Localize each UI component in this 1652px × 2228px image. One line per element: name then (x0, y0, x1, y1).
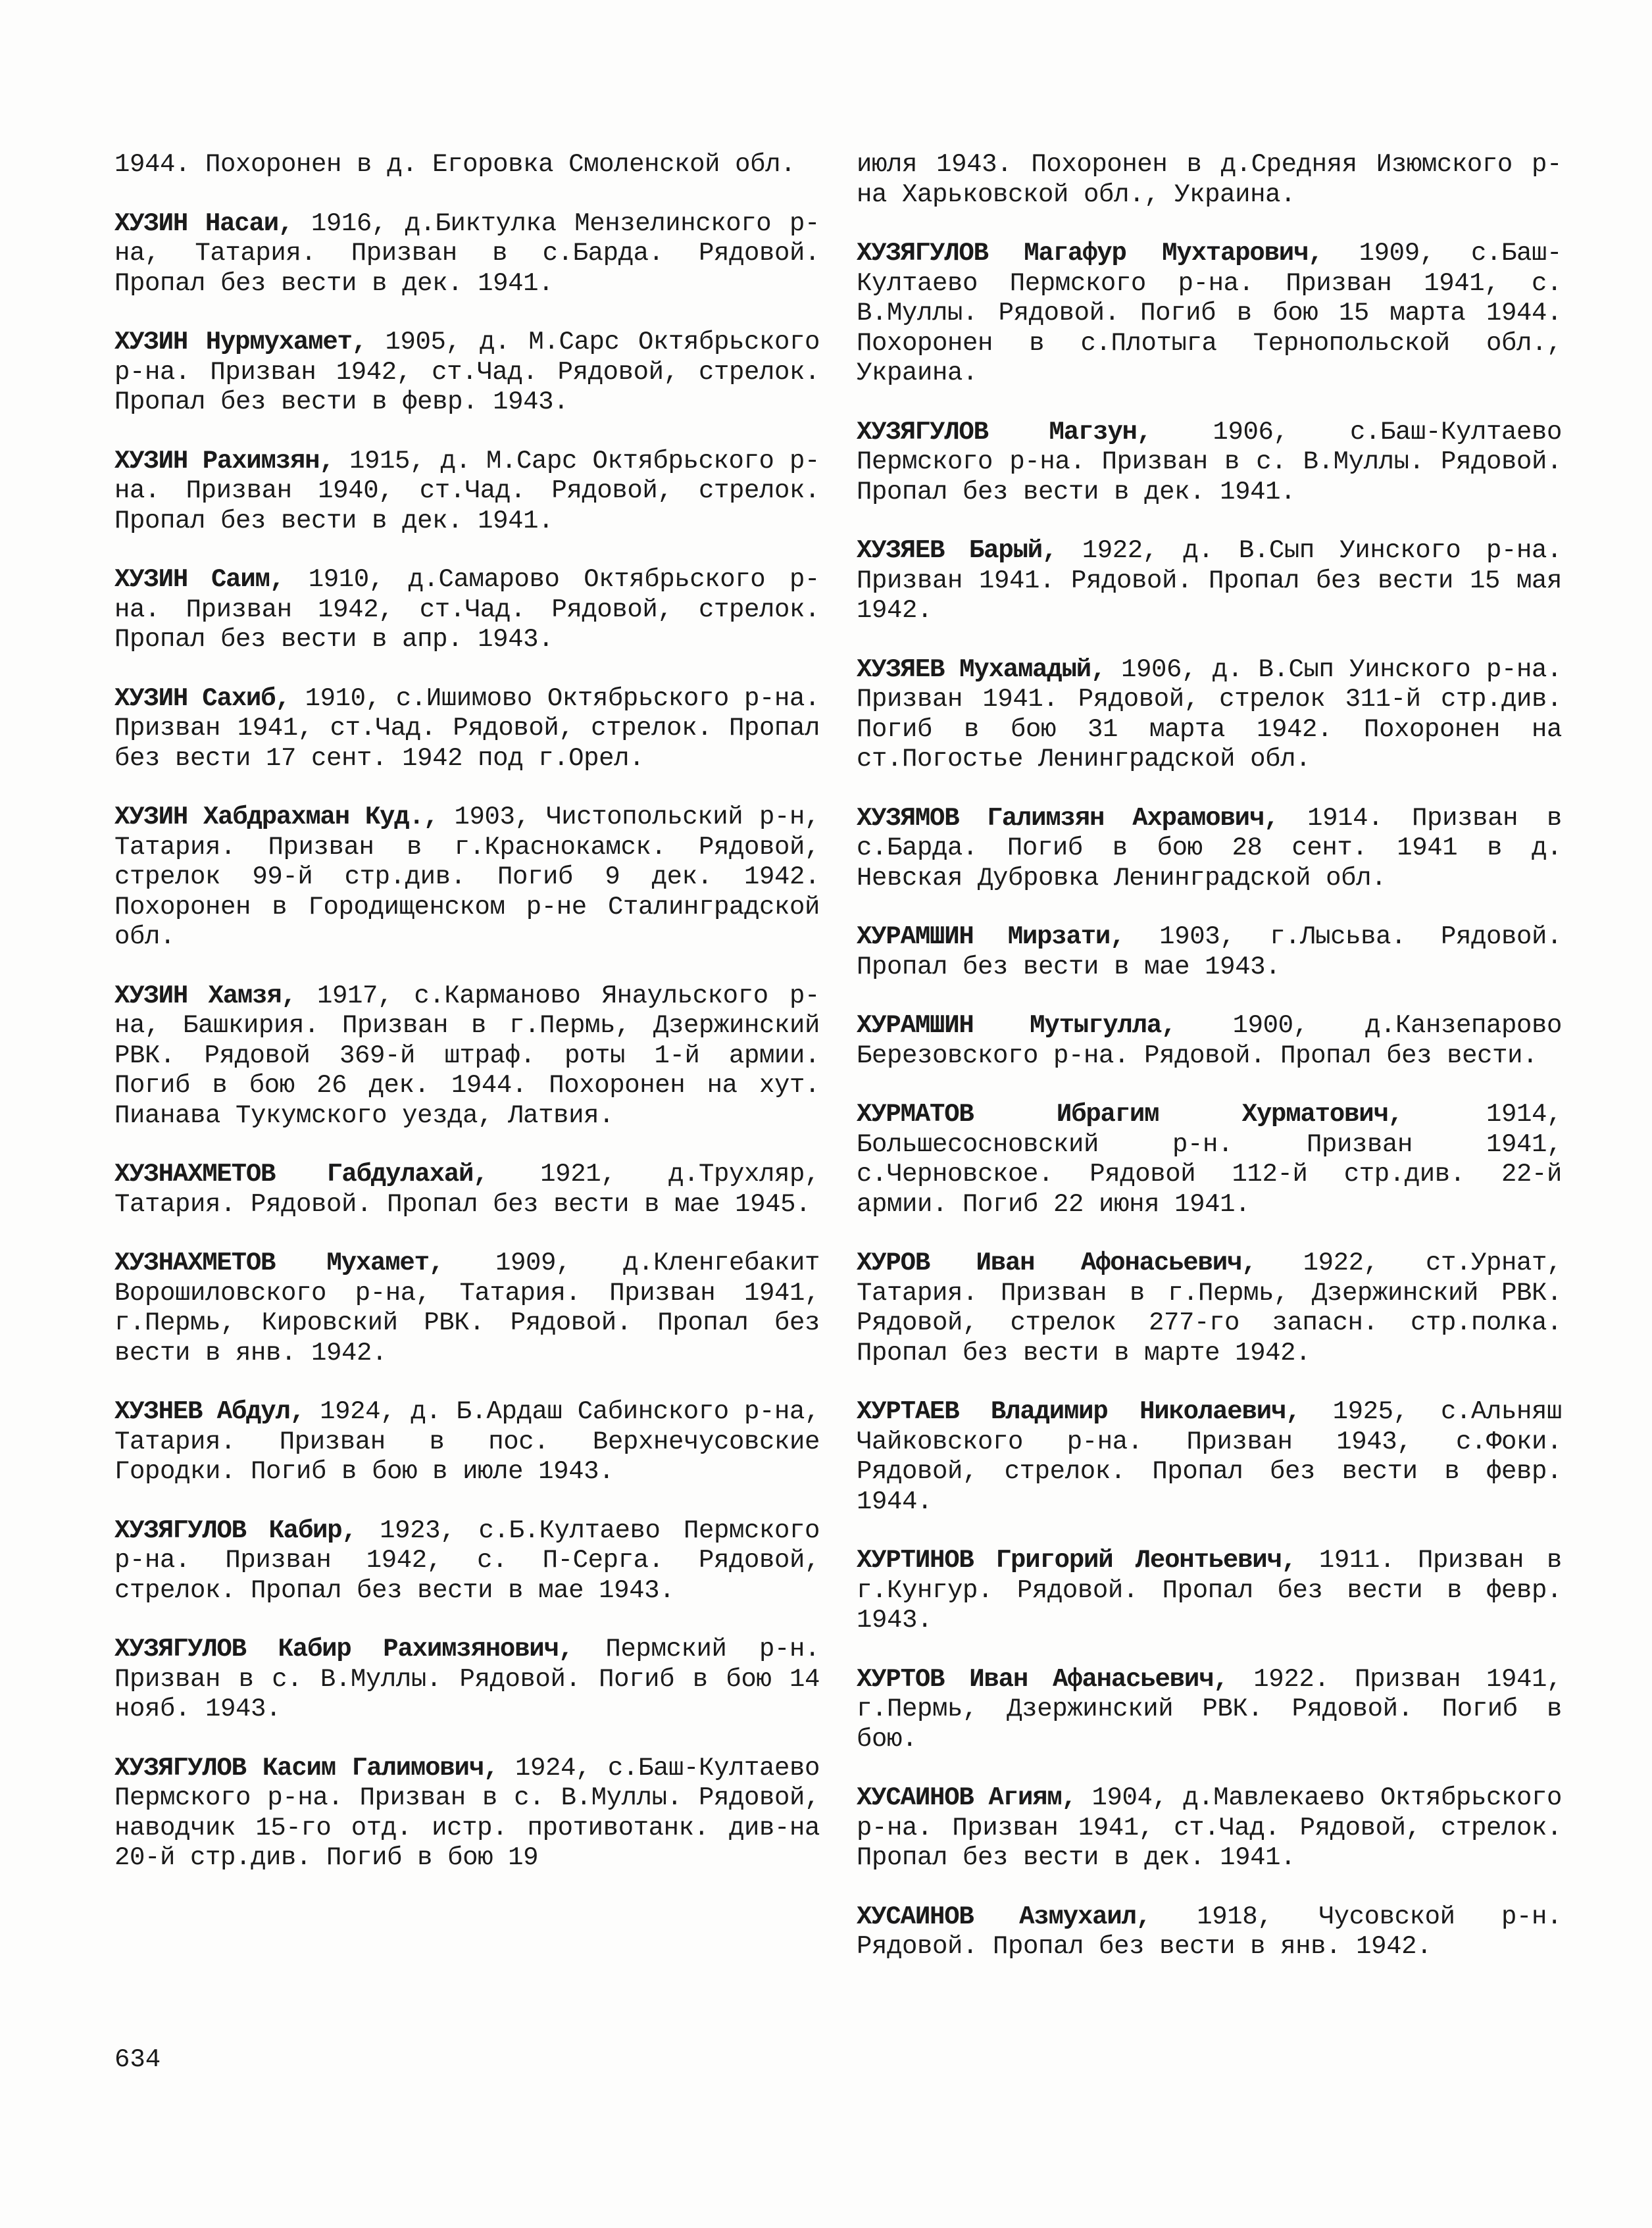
entry-text: 1911. Призван в г.Кунгур. Рядовой. Пропал без вести в февр. 1943. (857, 1546, 1562, 1635)
list-item (114, 1516, 820, 1606)
list-item (857, 418, 1562, 508)
list-item (857, 1783, 1562, 1873)
list-item (857, 1011, 1562, 1071)
entry-name: ХУЗЯЕВ Мухамадый, (857, 655, 1106, 684)
list-item (857, 1397, 1562, 1517)
entry-text: 1906, с.Баш-Култаево Пермского р-на. Призван в с. В.Муллы. Рядовой. Пропал без вести в дек. 1941. (857, 417, 1562, 507)
entry-name: ХУСАИНОВ Азмухаил, (857, 1902, 1151, 1931)
entry-text: 1922, д. В.Сып Уинского р-на. Призван 1941. Рядовой. Пропал без вести 15 мая 1942. (857, 536, 1562, 625)
list-item (114, 1249, 820, 1368)
entry-name: ХУЗЯГУЛОВ Касим Галимович, (114, 1753, 499, 1783)
list-item (114, 447, 820, 537)
entry-name: ХУРТОВ Иван Афанасьевич, (857, 1664, 1228, 1694)
entry-name: ХУРТАЕВ Владимир Николаевич, (857, 1397, 1301, 1426)
entry-text: 1900, д.Канзепарово Березовского р-на. Рядовой. Пропал без вести. (857, 1011, 1563, 1070)
entry-name: ХУЗИН Рахимзян, (114, 446, 334, 476)
list-item (114, 981, 820, 1131)
page-number: 634 (114, 2045, 161, 2074)
list-item (857, 922, 1562, 982)
entry-text: 1921, д.Трухляр, Татария. Рядовой. Пропал без вести в мае 1945. (114, 1160, 820, 1219)
entry-text: 1923, с.Б.Култаево Пермского р-на. Призван 1942, с. П-Серга. Рядовой, стрелок. Пропал без вести в мае 1943. (114, 1516, 820, 1605)
continuation-text: июля 1943. Похоронен в д.Средняя Изюмского р-на Харьковской обл., Украина. (857, 150, 1562, 209)
entry-name: ХУЗЯГУЛОВ Кабир, (114, 1516, 357, 1545)
list-item (114, 1635, 820, 1725)
entry-name: ХУЗЯГУЛОВ Магзун, (857, 417, 1151, 447)
entry-name: ХУЗИН Хамзя, (114, 981, 296, 1010)
list-item (857, 1249, 1562, 1368)
entry-text: 1922. Призван 1941, г.Пермь, Дзержинский РВК. Рядовой. Погиб в бою. (857, 1664, 1562, 1754)
entry-name: ХУЗИН Сахиб, (114, 683, 290, 713)
list-item (857, 804, 1562, 894)
entry-text: 1914. Призван в с.Барда. Погиб в бою 28 сент. 1941 в д. Невская Дубровка Ленинградской обл. (857, 803, 1562, 893)
entry-text: 1910, с.Ишимово Октябрьского р-на. Призван 1941, ст.Чад. Рядовой, стрелок. Пропал без вести 17 сент. 1942 под г.Орел. (114, 683, 820, 773)
entry-name: ХУЗНЕВ Абдул, (114, 1397, 305, 1426)
list-item (857, 239, 1562, 389)
entry-name: ХУЗИН Хабдрахман Куд., (114, 803, 438, 831)
entry-text: 1914, Большесосновский р-н. Призван 1941, с.Черновское. Рядовой 112-й стр.див. 22-й армии. Погиб 22 июня 1941. (857, 1100, 1562, 1219)
list-item (857, 1546, 1562, 1636)
entry-text: 1922, ст.Урнат, Татария. Призван в г.Пермь, Дзержинский РВК. Рядовой, стрелок 277-го запасн. стр.полка. Пропал без вести в марте 1942. (857, 1249, 1562, 1368)
list-item (114, 684, 820, 774)
left-column (114, 150, 820, 1902)
entry-text: 1916, д.Биктулка Мензелинского р-на, Татария. Призван в с.Барда. Рядовой. Пропал без вести в дек. 1941. (114, 209, 820, 298)
entry-name: ХУСАИНОВ Агиям, (857, 1783, 1076, 1812)
continuation-text: 1944. Похоронен в д. Егоровка Смоленской обл. (114, 150, 796, 179)
list-item (114, 1397, 820, 1487)
entry-name: ХУРМАТОВ Ибрагим Хурматович, (857, 1100, 1403, 1129)
entry-name: ХУЗНАХМЕТОВ Мухамет, (114, 1249, 444, 1277)
entry-name: ХУЗЯГУЛОВ Кабир Рахимзянович, (114, 1635, 573, 1664)
entry-text: 1903, г.Лысьва. Рядовой. Пропал без вести в мае 1943. (857, 922, 1562, 981)
entry-text: 1918, Чусовской р-н. Рядовой. Пропал без вести в янв. 1942. (857, 1902, 1562, 1961)
entry-text: 1904, д.Мавлекаево Октябрьского р-на. Призван 1941, ст.Чад. Рядовой, стрелок. Пропал без вести в дек. 1941. (857, 1783, 1562, 1872)
entry-text: 1906, д. В.Сып Уинского р-на. Призван 1941. Рядовой, стрелок 311-й стр.див. Погиб в бою 31 марта 1942. Похоронен на ст.Погостье Ленинградской обл. (857, 655, 1562, 774)
entry-name: ХУЗИН Насаи, (114, 209, 293, 238)
entry-name: ХУРТИНОВ Григорий Леонтьевич, (857, 1546, 1296, 1575)
entry-name: ХУРАМШИН Мирзати, (857, 922, 1125, 951)
entry-text: Пермский р-н. Призван в с. В.Муллы. Рядовой. Погиб в бою 14 нояб. 1943. (114, 1635, 820, 1723)
entry-text: 1903, Чистопольский р-н, Татария. Призван в г.Краснокамск. Рядовой, стрелок 99-й стр.див. Погиб 9 дек. 1942. Похоронен в Городищенском р-не Сталинградской обл. (114, 803, 820, 951)
list-item (114, 565, 820, 655)
entry-name: ХУЗЯЕВ Барый, (857, 536, 1057, 565)
list-item (857, 536, 1562, 626)
list-item (114, 209, 820, 299)
entry-text: 1917, с.Карманово Янаульского р-на, Башкирия. Призван в г.Пермь, Дзержинский РВК. Рядовой 369-й штраф. роты 1-й армии. Погиб в бою 26 дек. 1944. Похоронен на хут. Пианава Тукумского уезда, Латвия. (114, 981, 820, 1130)
entry-text: 1915, д. М.Сарс Октябрьского р-на. Призван 1940, ст.Чад. Рядовой, стрелок. Пропал без вести в дек. 1941. (114, 446, 820, 535)
entry-name: ХУРАМШИН Мутыгулла, (857, 1011, 1176, 1040)
entry-text: 1924, д. Б.Ардаш Сабинского р-на, Татария. Призван в пос. Верхнечусовские Городки. Погиб в бою в июле 1943. (114, 1397, 820, 1486)
list-item (857, 1100, 1562, 1220)
entry-text: 1910, д.Самарово Октябрьского р-на. Призван 1942, ст.Чад. Рядовой, стрелок. Пропал без вести в апр. 1943. (114, 565, 820, 654)
entry-name: ХУЗЯГУЛОВ Магафур Мухтарович, (857, 239, 1323, 268)
entry-text: 1925, с.Альняш Чайковского р-на. Призван 1943, с.Фоки. Рядовой, стрелок. Пропал без вести в февр. 1944. (857, 1397, 1562, 1516)
right-column (857, 150, 1562, 1991)
entry-name: ХУЗНАХМЕТОВ Габдулахай, (114, 1160, 488, 1189)
list-item (114, 1160, 820, 1220)
list-item (857, 1665, 1562, 1755)
entry-name: ХУЗИН Саим, (114, 565, 284, 594)
list-item (114, 803, 820, 953)
list-item (114, 328, 820, 418)
entry-name: ХУЗИН Нурмухамет, (114, 328, 366, 357)
list-item (857, 655, 1562, 775)
entry-text: 1905, д. М.Сарс Октябрьского р-на. Призван 1942, ст.Чад. Рядовой, стрелок. Пропал без вести в февр. 1943. (114, 328, 820, 416)
entry-name: ХУЗЯМОВ Галимзян Ахрамович, (857, 803, 1279, 833)
entry-name: ХУРОВ Иван Афонасьевич, (857, 1249, 1257, 1277)
entry-text: 1909, д.Кленгебакит Ворошиловского р-на, Татария. Призван 1941, г.Пермь, Кировский РВК. Рядовой. Пропал без вести в янв. 1942. (114, 1249, 820, 1368)
entry-text: 1924, с.Баш-Култаево Пермского р-на. Призван в с. В.Муллы. Рядовой, наводчик 15-го отд. истр. противотанк. див-на 20-й стр.див. Погиб в бою 19 (114, 1753, 820, 1872)
entry-text: 1909, с.Баш-Култаево Пермского р-на. Призван 1941, с. В.Муллы. Рядовой. Погиб в бою 15 марта 1944. Похоронен в с.Плотыга Тернопольской обл., Украина. (857, 239, 1562, 387)
list-item (857, 1902, 1562, 1962)
list-item (114, 1754, 820, 1873)
